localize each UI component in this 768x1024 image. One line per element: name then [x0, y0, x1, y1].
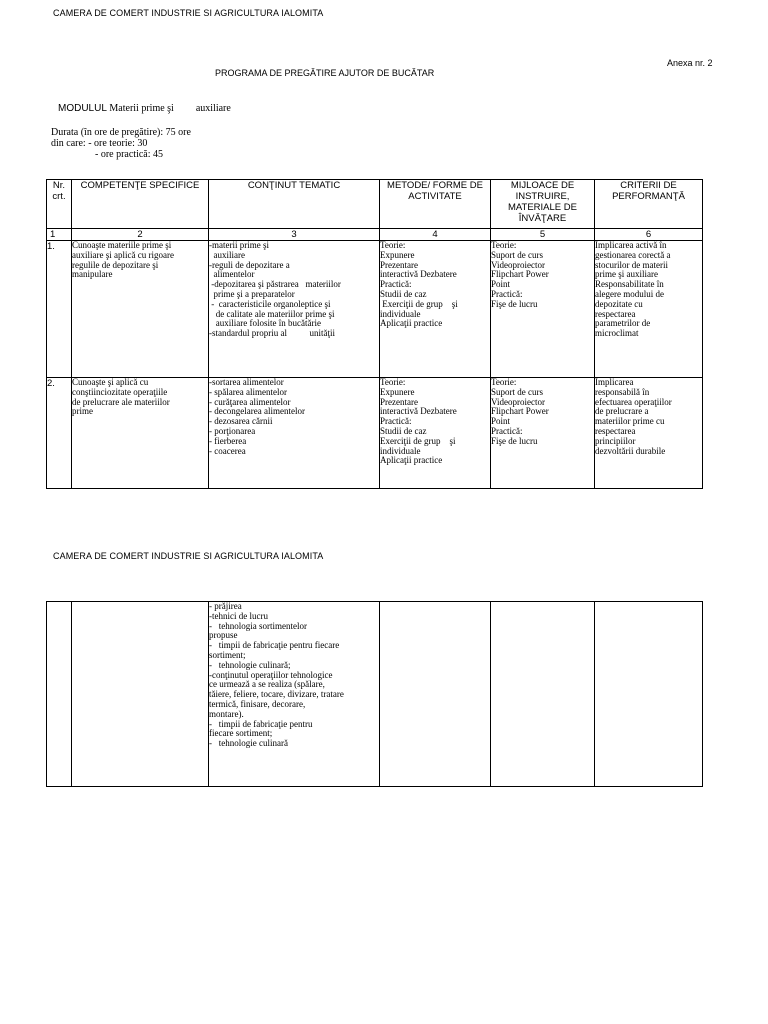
mijloace-cell	[491, 241, 595, 378]
cell-line: Responsabilitate în	[595, 279, 664, 290]
row-number: 1.	[47, 241, 72, 378]
column-number: 5	[491, 229, 595, 241]
cell-line: fiecare sortiment;	[209, 728, 273, 739]
cell-line: de prelucrare a	[595, 406, 649, 417]
cell-line: prime	[72, 406, 93, 417]
column-number: 1	[47, 229, 72, 241]
continut-cell	[209, 241, 380, 378]
header-mijloace: MIJLOACE DE INSTRUIRE, MATERIALE DE ÎNVĂŢARE	[491, 180, 595, 229]
cell-line: Prezentare	[380, 396, 418, 407]
column-number: 3	[209, 229, 380, 241]
table-row	[47, 241, 703, 378]
cell-line: Teorie:	[491, 377, 517, 387]
cell-line: respectarea	[595, 425, 636, 436]
cell-line: gestionarea corectă a	[595, 249, 671, 260]
cell-line: Exerciţii de grup şi	[380, 435, 456, 446]
header-criterii: CRITERII DE PERFORMANŢĂ	[595, 180, 703, 229]
cell-line: Prezentare	[380, 259, 418, 270]
cell-line: materiilor prime cu	[595, 416, 665, 427]
cell-line: - spălarea alimentelor	[209, 386, 287, 397]
cell-line: - tehnologia sortimentelor	[209, 620, 307, 631]
cell-line: conştiinciozitate operaţiile	[72, 386, 168, 397]
cell-line: Point	[491, 416, 511, 427]
module-label: MODULUL	[58, 103, 107, 114]
duration-theory: din care: - ore teorie: 30	[51, 138, 148, 149]
cell-line: ce urmează a se realiza (spălare,	[209, 679, 325, 690]
cell-line: propuse	[209, 630, 238, 641]
cell-line: montare).	[209, 708, 244, 719]
column-number-row	[47, 229, 703, 241]
competente-cell	[72, 241, 209, 378]
row-number: 2.	[47, 378, 72, 489]
header-competente: COMPETENŢE SPECIFICE	[72, 180, 209, 229]
curriculum-table	[46, 179, 703, 489]
cell-line: manipulare	[72, 269, 113, 280]
cell-line: -standardul propriu al unităţii	[209, 328, 335, 339]
cell-line: - caracteristicile organoleptice şi	[209, 298, 331, 309]
cell-line: -depozitarea şi păstrarea materiilor	[209, 279, 341, 290]
cell-line: principiilor	[595, 435, 636, 446]
cell-line: Practică:	[380, 279, 412, 290]
metode-cell	[380, 241, 491, 378]
header-continut: CONŢINUT TEMATIC	[209, 180, 380, 229]
cell-line: individuale	[380, 445, 421, 456]
cell-line: Suport de curs	[491, 386, 543, 397]
continut-cell	[209, 602, 380, 787]
cell-line: - dezosarea cărnii	[209, 416, 273, 427]
criterii-cell	[595, 241, 703, 378]
program-title: PROGRAMA DE PREGĂTIRE AJUTOR DE BUCĂTAR	[215, 68, 435, 78]
cell-line: stocurilor de materii	[595, 259, 668, 270]
cell-line: Flipchart Power	[491, 406, 549, 417]
cell-line: Studii de caz	[380, 288, 427, 299]
cell-line: Flipchart Power	[491, 269, 549, 280]
cell-line: -conţinutul operaţiilor tehnologice	[209, 669, 333, 680]
cell-line: Expunere	[380, 249, 415, 260]
module-name-part1: Materii prime şi	[109, 103, 174, 114]
cell-line: Aplicaţii practice	[380, 455, 443, 466]
column-number: 2	[72, 229, 209, 241]
cell-line: Exerciţii de grup şi	[380, 298, 458, 309]
cell-line: Cunoaşte materiile prime şi	[72, 240, 172, 250]
cell-line: - porţionarea	[209, 425, 256, 436]
cell-line: -materii prime şi	[209, 240, 269, 250]
cell-line: - tehnologie culinară;	[209, 659, 291, 670]
cell-line: auxiliare folosite în bucătărie	[209, 318, 321, 329]
table-row	[47, 378, 703, 489]
cell-line: dezvoltării durabile	[595, 445, 666, 456]
duration-practice: - ore practică: 45	[95, 149, 164, 160]
cell-line: -sortarea alimentelor	[209, 377, 284, 387]
cell-line: microclimat	[595, 328, 639, 339]
cell-line: prime şi auxiliare	[595, 269, 658, 280]
criterii-cell	[595, 602, 703, 787]
cell-line: auxiliare	[209, 249, 245, 260]
cell-line: Fişe de lucru	[491, 298, 538, 309]
cell-line: Videoproiector	[491, 259, 545, 270]
cell-line: - decongelarea alimentelor	[209, 406, 305, 417]
mijloace-cell	[491, 378, 595, 489]
cell-line: Suport de curs	[491, 249, 543, 260]
cell-line: parametrilor de	[595, 318, 651, 329]
cell-line: prime şi a preparatelor	[209, 288, 295, 299]
continut-cell	[209, 378, 380, 489]
cell-line: interactivă Dezbatere	[380, 406, 457, 417]
cell-line: Cunoaşte şi aplică cu	[72, 377, 149, 387]
cell-line: -tehnici de lucru	[209, 610, 268, 621]
cell-line: tăiere, feliere, tocare, divizare, tratare	[209, 689, 344, 700]
module-title	[58, 103, 231, 114]
column-number: 6	[595, 229, 703, 241]
cell-line: Videoproiector	[491, 396, 545, 407]
organization-name: CAMERA DE COMERT INDUSTRIE SI AGRICULTURA IALOMITA	[53, 8, 324, 18]
cell-line: Implicarea activă în	[595, 240, 667, 250]
row-number	[47, 602, 72, 787]
cell-line: - timpii de fabricaţie pentru fiecare	[209, 640, 340, 651]
cell-line: efectuarea operaţiilor	[595, 396, 672, 407]
cell-line: - coacerea	[209, 445, 246, 456]
cell-line: de prelucrare ale materiilor	[72, 396, 170, 407]
annex-label: Anexa nr. 2	[667, 58, 713, 68]
cell-line: - prăjirea	[209, 601, 242, 611]
cell-line: responsabilă în	[595, 386, 650, 397]
cell-line: respectarea	[595, 308, 636, 319]
organization-name-page2: CAMERA DE COMERT INDUSTRIE SI AGRICULTURA IALOMITA	[53, 551, 324, 561]
column-number: 4	[380, 229, 491, 241]
metode-cell	[380, 378, 491, 489]
cell-line: Practică:	[491, 288, 523, 299]
duration-total: Durata (în ore de pregătire): 75 ore	[51, 127, 191, 138]
cell-line: Teorie:	[491, 240, 517, 250]
curriculum-table-continued	[46, 601, 703, 787]
header-metode: METODE/ FORME DE ACTIVITATE	[380, 180, 491, 229]
cell-line: interactivă Dezbatere	[380, 269, 457, 280]
cell-line: - timpii de fabricaţie pentru	[209, 718, 313, 729]
module-name-part2: auxiliare	[195, 103, 231, 114]
cell-line: alimentelor	[209, 269, 255, 280]
cell-line: Teorie:	[380, 240, 406, 250]
cell-line: - curăţarea alimentelor	[209, 396, 291, 407]
cell-line: de calitate ale materiilor prime şi	[209, 308, 335, 319]
table-row	[47, 602, 703, 787]
cell-line: Practică:	[380, 416, 412, 427]
cell-line: Fişe de lucru	[491, 435, 538, 446]
cell-line: individuale	[380, 308, 421, 319]
competente-cell	[72, 602, 209, 787]
header-nr: Nr. crt.	[47, 180, 72, 229]
competente-cell	[72, 378, 209, 489]
cell-line: Practică:	[491, 425, 523, 436]
cell-line: Studii de caz	[380, 425, 427, 436]
cell-line: Expunere	[380, 386, 415, 397]
mijloace-cell	[491, 602, 595, 787]
cell-line: regulile de depozitare şi	[72, 259, 159, 270]
cell-line: termică, finisare, decorare,	[209, 698, 306, 709]
cell-line: -reguli de depozitare a	[209, 259, 290, 270]
duration-block	[51, 127, 191, 160]
cell-line: Point	[491, 279, 511, 290]
cell-line: depozitate cu	[595, 298, 643, 309]
cell-line: Aplicaţii practice	[380, 318, 443, 329]
metode-cell	[380, 602, 491, 787]
cell-line: sortiment;	[209, 649, 246, 660]
cell-line: - tehnologie culinară	[209, 738, 288, 749]
cell-line: Teorie:	[380, 377, 406, 387]
cell-line: auxiliare şi aplică cu rigoare	[72, 249, 174, 260]
cell-line: Implicarea	[595, 377, 634, 387]
table-header-row	[47, 180, 703, 229]
cell-line: - fierberea	[209, 435, 247, 446]
criterii-cell	[595, 378, 703, 489]
cell-line: alegere modului de	[595, 288, 664, 299]
